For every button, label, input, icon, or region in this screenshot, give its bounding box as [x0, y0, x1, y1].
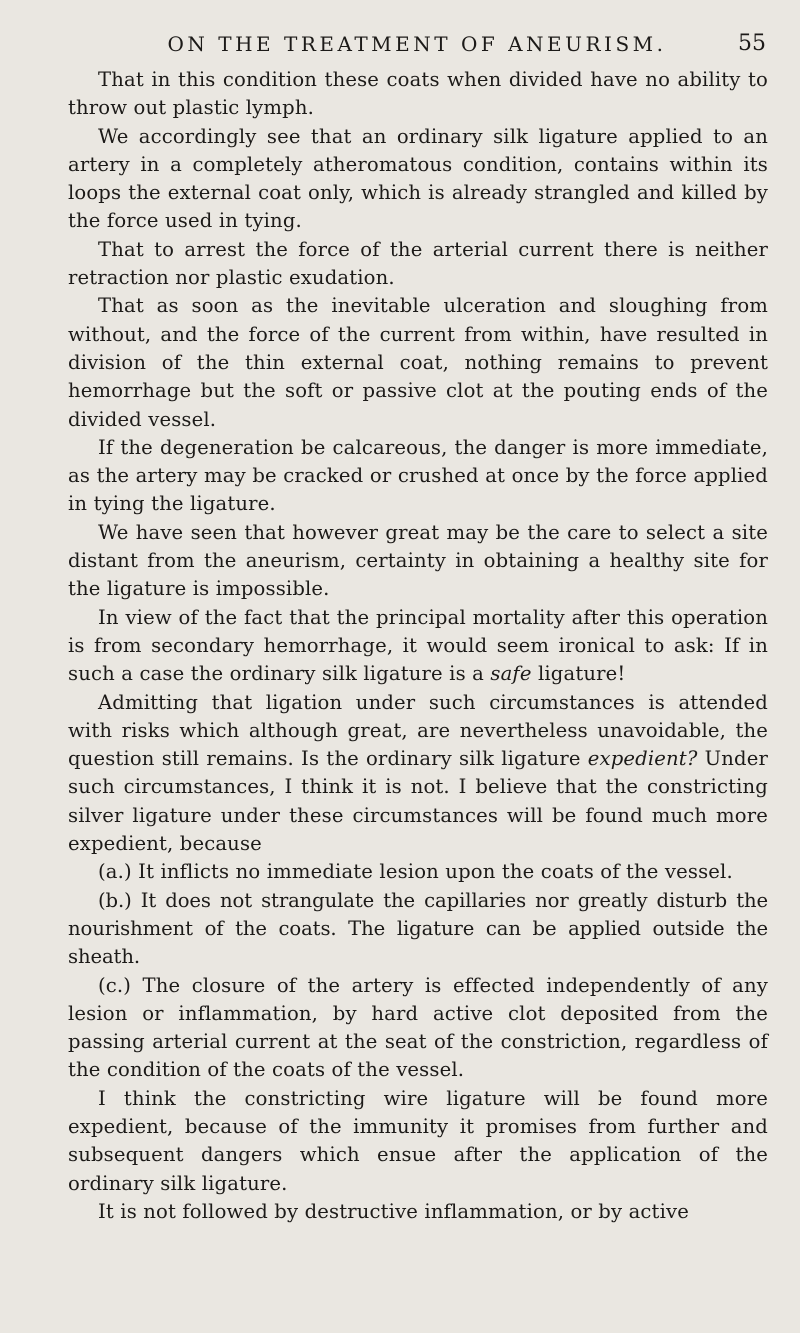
- running-head: [68, 30, 766, 58]
- paragraph: (c.) The closure of the artery is effected independently of any lesion or inflammation, by hard active clot deposited from the passing arterial current at the seat of the constriction, regardless of the condition of the coats of the vessel.: [68, 973, 768, 1082]
- paragraph: That in this condition these coats when divided have no ability to throw out plastic lymph.: [68, 68, 768, 120]
- paragraph: We have seen that however great may be the care to select a site distant from the aneurism, certainty in obtaining a healthy site for the ligature is impossible.: [68, 520, 768, 601]
- paragraph-text: Under such circumstances, I think it is not. I believe that the constricting silver ligature under these circumstances will be found much more expedient, because: [68, 747, 768, 856]
- paragraph: That as soon as the inevitable ulceration and sloughing from without, and the force of the current from within, have resulted in division of the thin external coat, nothing remains to prevent hemorrhage but the soft or passive clot at the pouting ends of the divided vessel.: [68, 294, 768, 431]
- italic-word: safe: [490, 662, 532, 686]
- paragraph: (a.) It inflicts no immediate lesion upon the coats of the vessel.: [98, 860, 733, 884]
- paragraph: I think the constricting wire ligature will be found more expedient, because of the immunity it promises from further and subsequent dangers which ensue after the application of the ordinary silk ligature.: [68, 1086, 768, 1195]
- paragraph-text: In view of the fact that the principal mortality after this operation is from secondary hemorrhage, it would seem ironical to ask: If in such a case the ordinary silk ligature is a: [68, 605, 768, 686]
- page-number: 55: [738, 31, 766, 56]
- paragraph: That to arrest the force of the arterial current there is neither retraction nor plastic exudation.: [68, 237, 768, 290]
- paragraph: (b.) It does not strangulate the capillaries nor greatly disturb the nourishment of the coats. The ligature can be applied outside the sheath.: [68, 888, 768, 969]
- paragraph: [68, 604, 768, 689]
- paragraph: [68, 689, 768, 859]
- running-title: ON THE TREATMENT OF ANEURISM.: [167, 32, 667, 56]
- paragraph-text: ligature!: [531, 662, 626, 686]
- body-text: [68, 66, 768, 1226]
- paragraph: It is not followed by destructive inflammation, or by active: [98, 1199, 689, 1223]
- paragraph: If the degeneration be calcareous, the danger is more immediate, as the artery may be cracked or crushed at once by the force applied in tying the ligature.: [68, 435, 768, 516]
- paragraph-text: Admitting that ligation under such circumstances is attended with risks which although great, are nevertheless unavoidable, the question still remains. Is the ordinary silk ligature: [68, 690, 768, 771]
- italic-word: expedient?: [587, 747, 698, 771]
- paragraph: We accordingly see that an ordinary silk ligature applied to an artery in a completely atheromatous condition, contains within its loops the external coat only, which is already strangled and killed by the force used in tying.: [68, 124, 768, 233]
